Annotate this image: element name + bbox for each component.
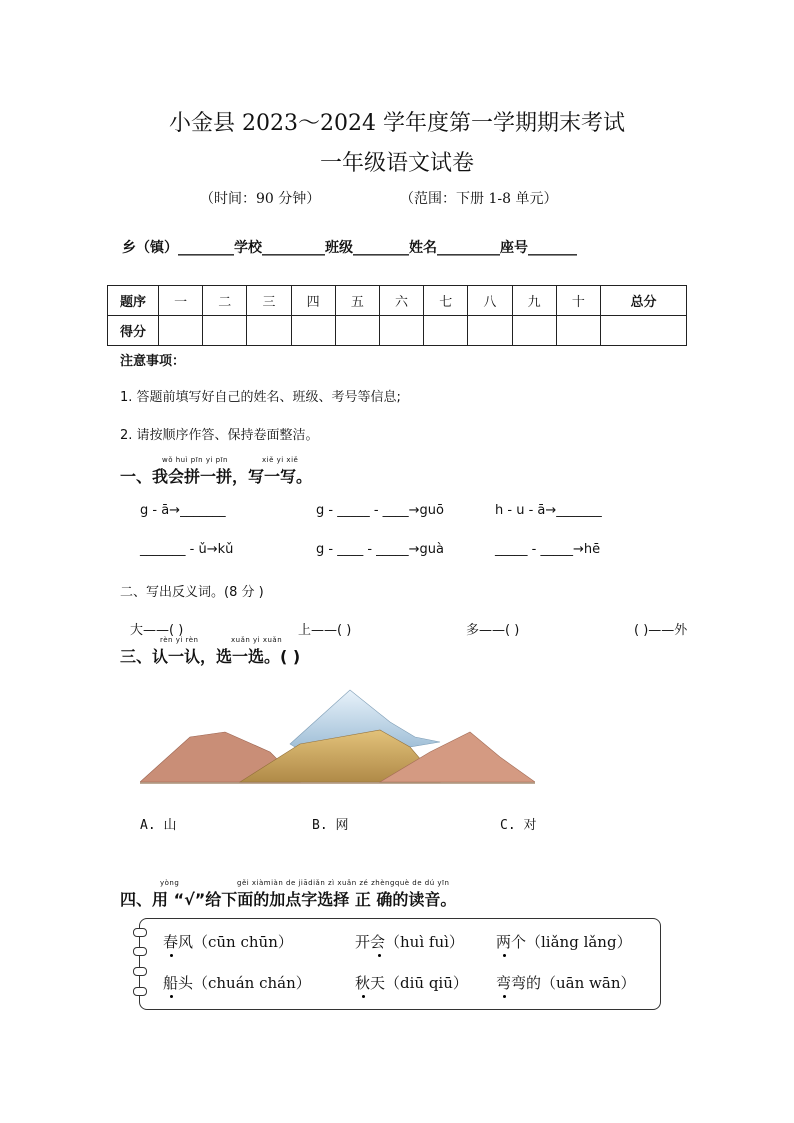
s3-option-c[interactable]: C. 对 bbox=[500, 818, 537, 833]
section4-pinyin-a: yòng bbox=[160, 879, 180, 887]
score-cell[interactable] bbox=[424, 316, 468, 346]
s4-item-1[interactable]: 春风（cūn chūn） bbox=[163, 933, 293, 951]
col-9: 九 bbox=[512, 286, 556, 316]
col-total: 总分 bbox=[601, 286, 687, 316]
col-5: 五 bbox=[335, 286, 379, 316]
note-item-1: 1. 答题前填写好自己的姓名、班级、考号等信息; bbox=[120, 390, 401, 405]
section2-title: 二、写出反义词。(8 分 ) bbox=[120, 585, 264, 600]
exam-title: 小金县 2023～2024 学年度第一学期期末考试 bbox=[169, 111, 625, 136]
student-info-fields[interactable]: 乡（镇）________学校_________班级________姓名_________座号_______ bbox=[122, 240, 577, 256]
col-7: 七 bbox=[424, 286, 468, 316]
s4-item-2[interactable]: 开会（huì fuì） bbox=[355, 933, 464, 951]
row-label-score: 得分 bbox=[108, 316, 159, 346]
s3-option-a[interactable]: A. 山 bbox=[140, 818, 177, 833]
section4-pinyin-b: gěi xiàmiàn de jiādiǎn zì xuǎn zé zhèngquè de dú yīn bbox=[237, 879, 450, 887]
emphasis-dot bbox=[170, 954, 173, 957]
emphasis-dot bbox=[362, 995, 365, 998]
binder-ring-icon bbox=[133, 987, 147, 996]
score-cell[interactable] bbox=[468, 316, 512, 346]
section4-title: 四、用 “√”给下面的加点字选择 正 确的读音。 bbox=[120, 890, 457, 909]
exam-subtitle: 一年级语文试卷 bbox=[319, 151, 474, 176]
s2-q4[interactable]: ( )——外 bbox=[634, 623, 688, 638]
s1-q3[interactable]: h - u - ā→_______ bbox=[495, 503, 602, 518]
s4-item-6[interactable]: 弯弯的（uān wān） bbox=[496, 974, 636, 992]
section3-title: 三、认一认，选一选。( ) bbox=[120, 647, 301, 666]
notes-heading: 注意事项： bbox=[120, 354, 186, 369]
col-4: 四 bbox=[291, 286, 335, 316]
emphasis-dot bbox=[503, 954, 506, 957]
score-cell[interactable] bbox=[379, 316, 423, 346]
s2-q2[interactable]: 上——( ) bbox=[298, 623, 352, 638]
exam-time: （时间：90 分钟） bbox=[200, 191, 321, 207]
col-10: 十 bbox=[556, 286, 600, 316]
col-2: 二 bbox=[203, 286, 247, 316]
score-cell[interactable] bbox=[247, 316, 291, 346]
col-6: 六 bbox=[379, 286, 423, 316]
binder-ring-icon bbox=[133, 947, 147, 956]
score-cell[interactable] bbox=[159, 316, 203, 346]
score-cell[interactable] bbox=[556, 316, 600, 346]
section1-pinyin-a: wǒ huì pīn yi pīn bbox=[162, 456, 228, 464]
row-label-order: 题序 bbox=[108, 286, 159, 316]
s3-option-b[interactable]: B. 网 bbox=[312, 818, 349, 833]
table-row bbox=[108, 316, 687, 346]
section3-pinyin-b: xuǎn yi xuǎn bbox=[231, 636, 283, 644]
score-cell[interactable] bbox=[601, 316, 687, 346]
col-1: 一 bbox=[159, 286, 203, 316]
col-8: 八 bbox=[468, 286, 512, 316]
section1-pinyin-b: xiě yi xiě bbox=[262, 456, 299, 464]
s4-item-5[interactable]: 秋天（diū qiū） bbox=[355, 974, 468, 992]
s2-q1[interactable]: 大——( ) bbox=[130, 623, 184, 638]
s1-q4[interactable]: _______ - ǔ→kǔ bbox=[140, 542, 234, 557]
binder-ring-icon bbox=[133, 928, 147, 937]
score-table bbox=[107, 285, 687, 346]
s1-q5[interactable]: g - ____ - _____→guà bbox=[316, 542, 445, 557]
section1-title: 一、我会拼一拼，写一写。 bbox=[120, 467, 313, 486]
s1-q2[interactable]: g - _____ - ____→guō bbox=[316, 503, 445, 518]
s2-q3[interactable]: 多——( ) bbox=[466, 623, 520, 638]
score-cell[interactable] bbox=[203, 316, 247, 346]
score-cell[interactable] bbox=[335, 316, 379, 346]
table-row bbox=[108, 286, 687, 316]
emphasis-dot bbox=[170, 995, 173, 998]
s4-item-4[interactable]: 船头（chuán chán） bbox=[163, 974, 311, 992]
emphasis-dot bbox=[378, 954, 381, 957]
s4-item-3[interactable]: 两个（liǎng lǎng） bbox=[496, 933, 632, 951]
score-cell[interactable] bbox=[512, 316, 556, 346]
mountain-illustration bbox=[140, 682, 535, 787]
score-cell[interactable] bbox=[291, 316, 335, 346]
emphasis-dot bbox=[503, 995, 506, 998]
section3-pinyin-a: rèn yi rèn bbox=[160, 636, 199, 644]
s1-q1[interactable]: g - ā→_______ bbox=[140, 503, 226, 518]
s1-q6[interactable]: _____ - _____→hē bbox=[495, 542, 601, 557]
binder-ring-icon bbox=[133, 967, 147, 976]
exam-range: （范围：下册 1-8 单元） bbox=[400, 191, 558, 207]
col-3: 三 bbox=[247, 286, 291, 316]
note-item-2: 2. 请按顺序作答、保持卷面整洁。 bbox=[120, 428, 319, 443]
